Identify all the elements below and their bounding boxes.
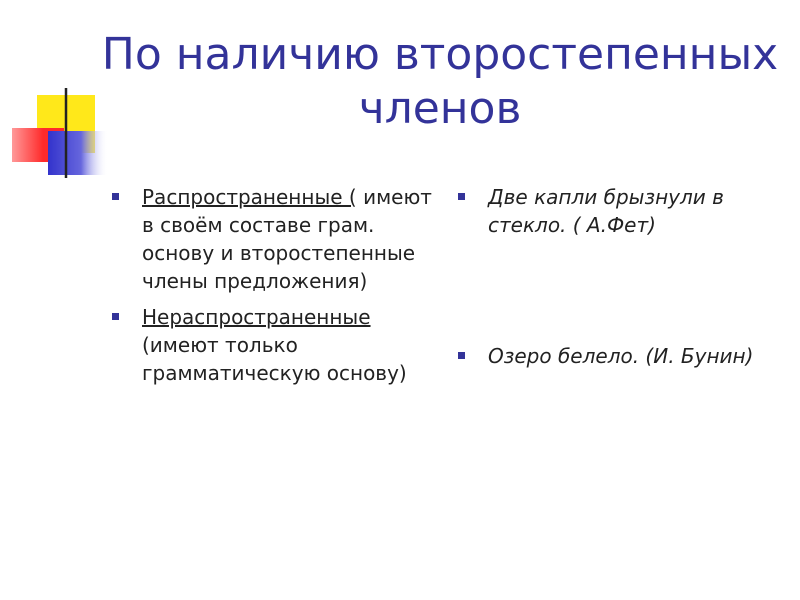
square-bullet-icon xyxy=(112,193,119,200)
example-text: Озеро белело. (И. Бунин) xyxy=(488,344,754,368)
term-unextended: Нераспространенные xyxy=(142,305,371,329)
example-item xyxy=(458,183,778,239)
term-extended: Распространенные ( xyxy=(142,185,357,209)
left-column xyxy=(112,183,442,387)
red-square xyxy=(12,128,64,162)
example-text: Две капли брызнули в стекло. ( А.Фет) xyxy=(488,185,724,237)
example-item xyxy=(458,342,778,370)
slide-title: По наличию второстепенных членов xyxy=(101,29,779,134)
right-column xyxy=(458,183,778,370)
square-bullet-icon xyxy=(458,193,465,200)
square-bullet-icon xyxy=(458,352,465,359)
blue-square xyxy=(48,131,108,175)
square-bullet-icon xyxy=(112,313,119,320)
list-item xyxy=(112,183,442,295)
term-unextended-description: (имеют только грамматическую основу) xyxy=(142,333,407,385)
term-extended-description: имеют в своём составе грам. основу и второстепенные члены предложения) xyxy=(142,185,432,293)
yellow-square xyxy=(37,95,95,153)
list-item xyxy=(112,303,442,387)
